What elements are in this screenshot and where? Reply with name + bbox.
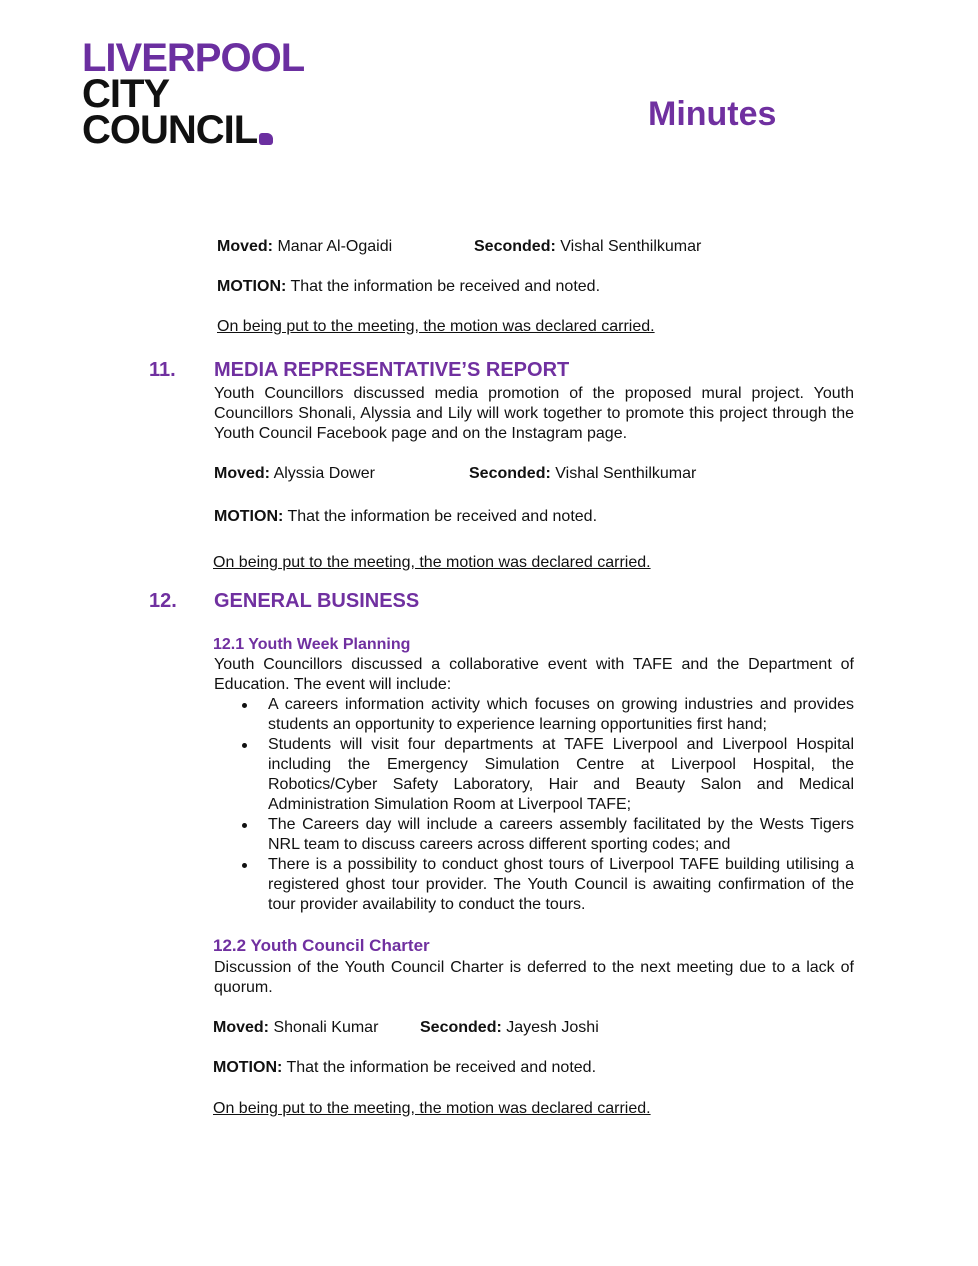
subitem-12-1-title: 12.1 Youth Week Planning bbox=[213, 636, 411, 653]
item-11-heading: MEDIA REPRESENTATIVE’S REPORT bbox=[214, 359, 570, 381]
seconded-line-11 bbox=[469, 464, 696, 484]
logo-line-1: LIVERPOOL bbox=[82, 36, 305, 80]
motion-label: MOTION: bbox=[214, 508, 284, 525]
bullet-icon bbox=[242, 743, 247, 748]
seconded-value: Vishal Senthilkumar bbox=[555, 465, 697, 482]
seconded-label: Seconded: bbox=[469, 465, 551, 482]
logo-line-3-text: COUNCIL bbox=[82, 108, 258, 152]
motion-label: MOTION: bbox=[217, 278, 287, 295]
motion-line-11 bbox=[214, 507, 597, 527]
seconded-line-12 bbox=[420, 1018, 599, 1038]
list-item-text: Students will visit four departments at TAFE Liverpool and Liverpool Hospital including the Emergency Simulation Centre at Liverpool Hospital, the Robotics/Cyber Safety Laboratory, Hair and Beauty Salon and Medical Administration Simulation Room at Liverpool TAFE; bbox=[268, 736, 854, 813]
seconded-value: Vishal Senthilkumar bbox=[560, 238, 702, 255]
carried-line-10: On being put to the meeting, the motion was declared carried. bbox=[217, 318, 655, 335]
item-11-number: 11. bbox=[149, 359, 176, 381]
moved-value: Shonali Kumar bbox=[273, 1019, 379, 1036]
moved-value: Alyssia Dower bbox=[273, 465, 375, 482]
subitem-12-2-title: 12.2 Youth Council Charter bbox=[213, 936, 430, 955]
item-12-number: 12. bbox=[149, 590, 177, 612]
moved-line-10 bbox=[217, 237, 392, 257]
motion-line-12 bbox=[213, 1058, 596, 1078]
document-title: Minutes bbox=[648, 95, 777, 133]
logo-line-3 bbox=[82, 108, 304, 152]
list-item-text: There is a possibility to conduct ghost tours of Liverpool TAFE building utilising a registered ghost tour provider. The Youth Council is awaiting confirmation of the tour provider availability to conduct the tours. bbox=[268, 856, 854, 913]
motion-label: MOTION: bbox=[213, 1059, 283, 1076]
list-item bbox=[214, 735, 854, 815]
motion-line-10 bbox=[217, 277, 600, 297]
bullet-icon bbox=[242, 863, 247, 868]
list-item bbox=[214, 815, 854, 855]
seconded-label: Seconded: bbox=[420, 1019, 502, 1036]
logo-mark-icon bbox=[259, 133, 273, 145]
list-item-text: The Careers day will include a careers assembly facilitated by the Wests Tigers NRL team to discuss careers across different sporting codes; and bbox=[268, 816, 854, 853]
moved-line-12 bbox=[213, 1018, 378, 1038]
motion-text: That the information be received and noted. bbox=[290, 278, 601, 295]
list-item bbox=[214, 855, 854, 915]
youth-week-bullet-list bbox=[214, 695, 854, 915]
subitem-12-1-intro: Youth Councillors discussed a collaborative event with TAFE and the Department of Education. The event will include: bbox=[214, 656, 854, 693]
carried-line-11: On being put to the meeting, the motion was declared carried. bbox=[213, 554, 651, 571]
seconded-line-10 bbox=[474, 237, 701, 257]
motion-text: That the information be received and noted. bbox=[287, 508, 598, 525]
moved-value: Manar Al-Ogaidi bbox=[277, 238, 393, 255]
seconded-value: Jayesh Joshi bbox=[506, 1019, 599, 1036]
moved-label: Moved: bbox=[213, 1019, 269, 1036]
item-12-heading: GENERAL BUSINESS bbox=[214, 590, 420, 612]
subitem-12-2-body: Discussion of the Youth Council Charter is deferred to the next meeting due to a lack of quorum. bbox=[214, 959, 854, 996]
list-item bbox=[214, 695, 854, 735]
motion-text: That the information be received and noted. bbox=[286, 1059, 597, 1076]
logo-line-2: CITY bbox=[82, 72, 170, 116]
item-11-body: Youth Councillors discussed media promotion of the proposed mural project. Youth Councillors Shonali, Alyssia and Lily will work together to promote this project through the Youth Council Facebook page and on the Instagram page. bbox=[214, 385, 854, 442]
moved-line-11 bbox=[214, 464, 375, 484]
carried-line-12: On being put to the meeting, the motion was declared carried. bbox=[213, 1100, 651, 1117]
moved-label: Moved: bbox=[217, 238, 273, 255]
bullet-icon bbox=[242, 823, 247, 828]
council-logo bbox=[82, 36, 305, 152]
moved-label: Moved: bbox=[214, 465, 270, 482]
list-item-text: A careers information activity which focuses on growing industries and provides students an opportunity to experience learning opportunities first hand; bbox=[268, 696, 854, 733]
seconded-label: Seconded: bbox=[474, 238, 556, 255]
bullet-icon bbox=[242, 703, 247, 708]
